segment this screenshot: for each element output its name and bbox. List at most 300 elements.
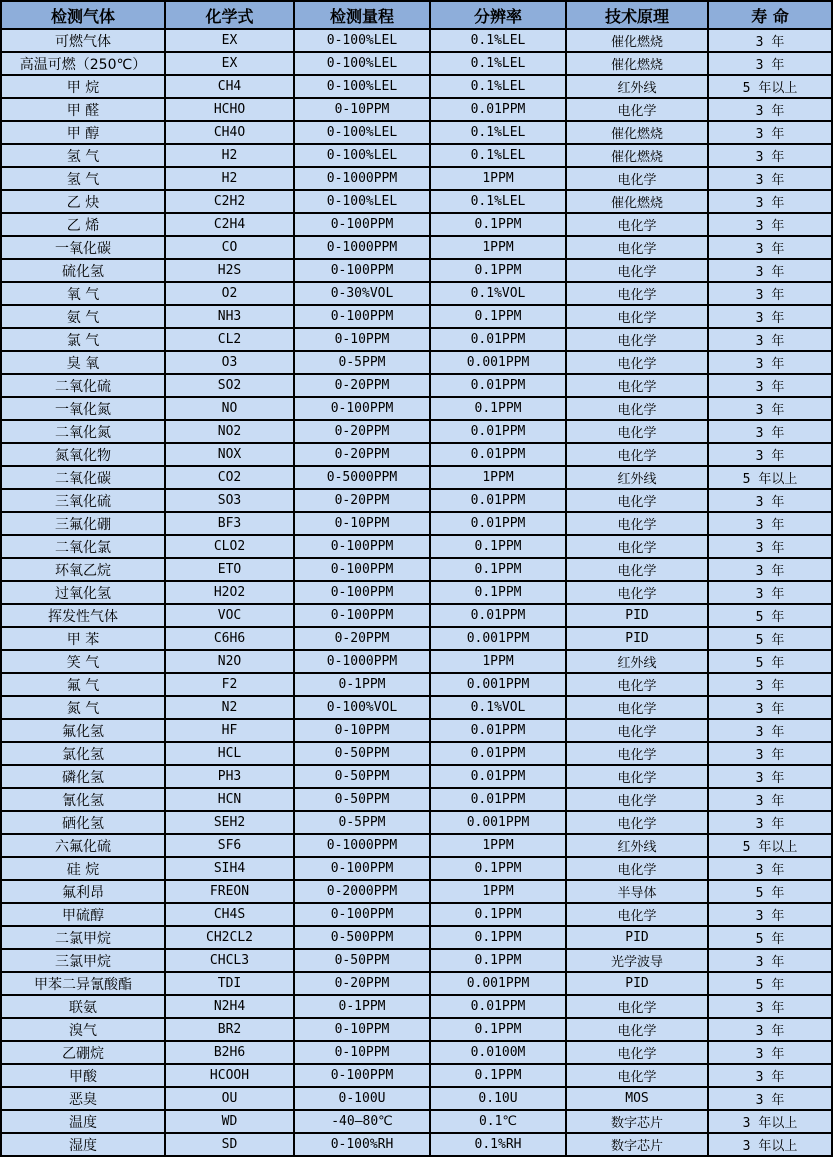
cell-gas-name: 氨 气 bbox=[1, 305, 165, 328]
cell-range: 0-50PPM bbox=[294, 742, 430, 765]
cell-lifespan: 3 年 bbox=[708, 443, 832, 466]
cell-formula: HCOOH bbox=[165, 1064, 294, 1087]
cell-principle: 电化学 bbox=[566, 305, 708, 328]
cell-resolution: 0.1PPM bbox=[430, 903, 566, 926]
cell-principle: 电化学 bbox=[566, 512, 708, 535]
cell-principle: 数字芯片 bbox=[566, 1133, 708, 1156]
cell-range: 0-5000PPM bbox=[294, 466, 430, 489]
cell-principle: 电化学 bbox=[566, 1064, 708, 1087]
cell-lifespan: 3 年 bbox=[708, 397, 832, 420]
cell-lifespan: 3 年 bbox=[708, 558, 832, 581]
cell-lifespan: 3 年 bbox=[708, 29, 832, 52]
cell-formula: NOX bbox=[165, 443, 294, 466]
cell-range: 0-100%LEL bbox=[294, 52, 430, 75]
cell-formula: H2O2 bbox=[165, 581, 294, 604]
cell-lifespan: 3 年 bbox=[708, 765, 832, 788]
table-row bbox=[1, 75, 832, 98]
cell-resolution: 0.001PPM bbox=[430, 673, 566, 696]
cell-range: 0-5PPM bbox=[294, 351, 430, 374]
cell-gas-name: 硒化氢 bbox=[1, 811, 165, 834]
cell-lifespan: 3 年 bbox=[708, 673, 832, 696]
cell-resolution: 0.01PPM bbox=[430, 443, 566, 466]
cell-resolution: 1PPM bbox=[430, 650, 566, 673]
cell-resolution: 0.1%LEL bbox=[430, 121, 566, 144]
cell-formula: H2S bbox=[165, 259, 294, 282]
cell-formula: CH4O bbox=[165, 121, 294, 144]
cell-resolution: 0.01PPM bbox=[430, 512, 566, 535]
cell-gas-name: 氰化氢 bbox=[1, 788, 165, 811]
table-row bbox=[1, 443, 832, 466]
table-row bbox=[1, 328, 832, 351]
cell-range: 0-100U bbox=[294, 1087, 430, 1110]
cell-range: 0-100PPM bbox=[294, 535, 430, 558]
cell-resolution: 0.1%LEL bbox=[430, 29, 566, 52]
cell-principle: 电化学 bbox=[566, 788, 708, 811]
cell-gas-name: 三氯甲烷 bbox=[1, 949, 165, 972]
table-row bbox=[1, 788, 832, 811]
cell-principle: 红外线 bbox=[566, 466, 708, 489]
cell-resolution: 0.1PPM bbox=[430, 581, 566, 604]
cell-lifespan: 3 年 bbox=[708, 1041, 832, 1064]
cell-gas-name: 甲酸 bbox=[1, 1064, 165, 1087]
cell-range: 0-10PPM bbox=[294, 1018, 430, 1041]
cell-range: 0-20PPM bbox=[294, 443, 430, 466]
cell-formula: CH4S bbox=[165, 903, 294, 926]
table-row bbox=[1, 282, 832, 305]
cell-resolution: 0.1PPM bbox=[430, 535, 566, 558]
table-row bbox=[1, 420, 832, 443]
cell-range: 0-20PPM bbox=[294, 972, 430, 995]
cell-resolution: 0.01PPM bbox=[430, 489, 566, 512]
cell-lifespan: 3 年 bbox=[708, 328, 832, 351]
cell-formula: CHCL3 bbox=[165, 949, 294, 972]
cell-resolution: 0.1%VOL bbox=[430, 696, 566, 719]
cell-resolution: 1PPM bbox=[430, 880, 566, 903]
cell-formula: EX bbox=[165, 29, 294, 52]
cell-lifespan: 3 年 bbox=[708, 742, 832, 765]
table-row bbox=[1, 604, 832, 627]
cell-lifespan: 3 年 bbox=[708, 857, 832, 880]
cell-gas-name: 溴气 bbox=[1, 1018, 165, 1041]
cell-resolution: 0.001PPM bbox=[430, 972, 566, 995]
cell-range: 0-100PPM bbox=[294, 305, 430, 328]
cell-resolution: 0.1PPM bbox=[430, 305, 566, 328]
cell-resolution: 0.1PPM bbox=[430, 397, 566, 420]
cell-formula: O3 bbox=[165, 351, 294, 374]
cell-resolution: 0.1%LEL bbox=[430, 75, 566, 98]
cell-principle: 电化学 bbox=[566, 558, 708, 581]
column-header-principle: 技术原理 bbox=[566, 1, 708, 29]
cell-lifespan: 3 年 bbox=[708, 121, 832, 144]
cell-lifespan: 5 年 bbox=[708, 604, 832, 627]
table-row bbox=[1, 581, 832, 604]
cell-formula: C6H6 bbox=[165, 627, 294, 650]
cell-range: 0-100%LEL bbox=[294, 190, 430, 213]
table-row bbox=[1, 1087, 832, 1110]
cell-range: 0-100PPM bbox=[294, 604, 430, 627]
cell-lifespan: 3 年 bbox=[708, 1087, 832, 1110]
cell-range: 0-1PPM bbox=[294, 673, 430, 696]
cell-range: 0-1000PPM bbox=[294, 650, 430, 673]
cell-range: 0-100%RH bbox=[294, 1133, 430, 1156]
cell-principle: 电化学 bbox=[566, 719, 708, 742]
cell-resolution: 0.01PPM bbox=[430, 995, 566, 1018]
cell-range: 0-100PPM bbox=[294, 857, 430, 880]
cell-principle: 电化学 bbox=[566, 420, 708, 443]
cell-gas-name: 氢 气 bbox=[1, 167, 165, 190]
table-row bbox=[1, 52, 832, 75]
cell-formula: NO2 bbox=[165, 420, 294, 443]
cell-formula: HCHO bbox=[165, 98, 294, 121]
cell-range: 0-100PPM bbox=[294, 397, 430, 420]
cell-principle: PID bbox=[566, 627, 708, 650]
cell-resolution: 0.01PPM bbox=[430, 742, 566, 765]
column-header-range: 检测量程 bbox=[294, 1, 430, 29]
cell-resolution: 1PPM bbox=[430, 167, 566, 190]
cell-principle: 催化燃烧 bbox=[566, 52, 708, 75]
cell-lifespan: 3 年 bbox=[708, 52, 832, 75]
table-row bbox=[1, 29, 832, 52]
cell-principle: 催化燃烧 bbox=[566, 121, 708, 144]
cell-lifespan: 3 年 bbox=[708, 1064, 832, 1087]
cell-resolution: 0.0100M bbox=[430, 1041, 566, 1064]
cell-resolution: 0.1PPM bbox=[430, 1018, 566, 1041]
cell-principle: 半导体 bbox=[566, 880, 708, 903]
table-row bbox=[1, 834, 832, 857]
table-row bbox=[1, 351, 832, 374]
cell-gas-name: 氯 气 bbox=[1, 328, 165, 351]
cell-principle: 电化学 bbox=[566, 167, 708, 190]
table-row bbox=[1, 1133, 832, 1156]
cell-lifespan: 3 年 bbox=[708, 190, 832, 213]
table-row bbox=[1, 305, 832, 328]
cell-range: 0-10PPM bbox=[294, 98, 430, 121]
cell-range: 0-100PPM bbox=[294, 1064, 430, 1087]
table-row bbox=[1, 742, 832, 765]
cell-range: 0-20PPM bbox=[294, 627, 430, 650]
cell-lifespan: 5 年以上 bbox=[708, 834, 832, 857]
cell-resolution: 0.1PPM bbox=[430, 558, 566, 581]
cell-gas-name: 可燃气体 bbox=[1, 29, 165, 52]
cell-gas-name: 恶臭 bbox=[1, 1087, 165, 1110]
cell-range: 0-5PPM bbox=[294, 811, 430, 834]
cell-principle: 电化学 bbox=[566, 236, 708, 259]
cell-resolution: 0.1PPM bbox=[430, 259, 566, 282]
cell-principle: 数字芯片 bbox=[566, 1110, 708, 1133]
table-row bbox=[1, 466, 832, 489]
cell-formula: OU bbox=[165, 1087, 294, 1110]
cell-range: 0-100PPM bbox=[294, 259, 430, 282]
cell-lifespan: 5 年 bbox=[708, 926, 832, 949]
cell-lifespan: 3 年 bbox=[708, 259, 832, 282]
cell-range: 0-10PPM bbox=[294, 1041, 430, 1064]
cell-lifespan: 3 年 bbox=[708, 420, 832, 443]
cell-formula: CLO2 bbox=[165, 535, 294, 558]
cell-gas-name: 温度 bbox=[1, 1110, 165, 1133]
cell-gas-name: 环氧乙烷 bbox=[1, 558, 165, 581]
cell-formula: SD bbox=[165, 1133, 294, 1156]
table-row bbox=[1, 696, 832, 719]
table-row bbox=[1, 972, 832, 995]
cell-formula: ETO bbox=[165, 558, 294, 581]
table-row bbox=[1, 1041, 832, 1064]
cell-principle: 电化学 bbox=[566, 282, 708, 305]
table-row bbox=[1, 903, 832, 926]
cell-gas-name: 甲 醇 bbox=[1, 121, 165, 144]
cell-lifespan: 3 年 bbox=[708, 535, 832, 558]
table-row bbox=[1, 673, 832, 696]
cell-principle: 红外线 bbox=[566, 834, 708, 857]
cell-lifespan: 3 年 bbox=[708, 213, 832, 236]
cell-resolution: 0.01PPM bbox=[430, 788, 566, 811]
cell-resolution: 0.01PPM bbox=[430, 420, 566, 443]
cell-range: 0-10PPM bbox=[294, 328, 430, 351]
cell-lifespan: 3 年 bbox=[708, 581, 832, 604]
cell-gas-name: 氧 气 bbox=[1, 282, 165, 305]
table-row bbox=[1, 811, 832, 834]
cell-gas-name: 氟化氢 bbox=[1, 719, 165, 742]
cell-range: 0-10PPM bbox=[294, 512, 430, 535]
cell-lifespan: 3 年以上 bbox=[708, 1133, 832, 1156]
cell-gas-name: 臭 氧 bbox=[1, 351, 165, 374]
cell-lifespan: 5 年 bbox=[708, 880, 832, 903]
cell-formula: N2O bbox=[165, 650, 294, 673]
table-row bbox=[1, 1064, 832, 1087]
cell-resolution: 0.1PPM bbox=[430, 926, 566, 949]
table-row bbox=[1, 857, 832, 880]
cell-lifespan: 3 年 bbox=[708, 811, 832, 834]
cell-formula: CH4 bbox=[165, 75, 294, 98]
cell-range: 0-100%VOL bbox=[294, 696, 430, 719]
cell-gas-name: 硅 烷 bbox=[1, 857, 165, 880]
cell-formula: N2H4 bbox=[165, 995, 294, 1018]
table-row bbox=[1, 236, 832, 259]
cell-gas-name: 六氟化硫 bbox=[1, 834, 165, 857]
table-row bbox=[1, 98, 832, 121]
cell-formula: H2 bbox=[165, 167, 294, 190]
cell-principle: 电化学 bbox=[566, 213, 708, 236]
table-row bbox=[1, 121, 832, 144]
cell-lifespan: 3 年 bbox=[708, 144, 832, 167]
cell-lifespan: 5 年 bbox=[708, 650, 832, 673]
cell-formula: EX bbox=[165, 52, 294, 75]
cell-range: 0-100%LEL bbox=[294, 29, 430, 52]
cell-resolution: 0.01PPM bbox=[430, 98, 566, 121]
cell-principle: 电化学 bbox=[566, 995, 708, 1018]
cell-range: 0-20PPM bbox=[294, 489, 430, 512]
cell-formula: HCL bbox=[165, 742, 294, 765]
cell-lifespan: 5 年以上 bbox=[708, 466, 832, 489]
cell-resolution: 0.001PPM bbox=[430, 811, 566, 834]
cell-gas-name: 乙 炔 bbox=[1, 190, 165, 213]
cell-principle: 电化学 bbox=[566, 696, 708, 719]
cell-gas-name: 甲 烷 bbox=[1, 75, 165, 98]
header-row bbox=[1, 1, 832, 29]
cell-range: 0-100PPM bbox=[294, 213, 430, 236]
cell-formula: N2 bbox=[165, 696, 294, 719]
cell-range: 0-100PPM bbox=[294, 558, 430, 581]
cell-principle: 电化学 bbox=[566, 811, 708, 834]
cell-resolution: 0.01PPM bbox=[430, 719, 566, 742]
cell-resolution: 0.001PPM bbox=[430, 627, 566, 650]
cell-formula: PH3 bbox=[165, 765, 294, 788]
table-row bbox=[1, 535, 832, 558]
cell-lifespan: 5 年 bbox=[708, 627, 832, 650]
cell-lifespan: 3 年 bbox=[708, 236, 832, 259]
table-row bbox=[1, 949, 832, 972]
cell-formula: CH2CL2 bbox=[165, 926, 294, 949]
cell-range: 0-100PPM bbox=[294, 581, 430, 604]
cell-resolution: 0.1%LEL bbox=[430, 52, 566, 75]
cell-gas-name: 氮氧化物 bbox=[1, 443, 165, 466]
cell-range: 0-50PPM bbox=[294, 765, 430, 788]
cell-formula: H2 bbox=[165, 144, 294, 167]
cell-resolution: 1PPM bbox=[430, 834, 566, 857]
cell-lifespan: 5 年以上 bbox=[708, 75, 832, 98]
cell-range: 0-30%VOL bbox=[294, 282, 430, 305]
cell-resolution: 0.001PPM bbox=[430, 351, 566, 374]
cell-formula: CO bbox=[165, 236, 294, 259]
cell-formula: CL2 bbox=[165, 328, 294, 351]
cell-gas-name: 过氧化氢 bbox=[1, 581, 165, 604]
cell-lifespan: 3 年 bbox=[708, 719, 832, 742]
cell-range: 0-1PPM bbox=[294, 995, 430, 1018]
cell-principle: 电化学 bbox=[566, 581, 708, 604]
cell-gas-name: 一氧化氮 bbox=[1, 397, 165, 420]
cell-principle: 电化学 bbox=[566, 351, 708, 374]
cell-formula: NH3 bbox=[165, 305, 294, 328]
cell-formula: TDI bbox=[165, 972, 294, 995]
cell-gas-name: 乙硼烷 bbox=[1, 1041, 165, 1064]
table-row bbox=[1, 259, 832, 282]
cell-gas-name: 一氧化碳 bbox=[1, 236, 165, 259]
table-row bbox=[1, 489, 832, 512]
cell-formula: HCN bbox=[165, 788, 294, 811]
cell-range: 0-100%LEL bbox=[294, 121, 430, 144]
cell-principle: 催化燃烧 bbox=[566, 190, 708, 213]
cell-range: 0-1000PPM bbox=[294, 167, 430, 190]
table-row bbox=[1, 719, 832, 742]
cell-formula: C2H2 bbox=[165, 190, 294, 213]
cell-principle: PID bbox=[566, 926, 708, 949]
table-row bbox=[1, 512, 832, 535]
cell-principle: 电化学 bbox=[566, 259, 708, 282]
cell-principle: 电化学 bbox=[566, 673, 708, 696]
cell-resolution: 0.1%RH bbox=[430, 1133, 566, 1156]
cell-lifespan: 3 年 bbox=[708, 98, 832, 121]
cell-formula: SEH2 bbox=[165, 811, 294, 834]
cell-principle: 电化学 bbox=[566, 443, 708, 466]
cell-lifespan: 3 年 bbox=[708, 696, 832, 719]
cell-formula: SO3 bbox=[165, 489, 294, 512]
cell-gas-name: 硫化氢 bbox=[1, 259, 165, 282]
table-row bbox=[1, 926, 832, 949]
table-row bbox=[1, 765, 832, 788]
cell-range: 0-20PPM bbox=[294, 420, 430, 443]
cell-principle: 电化学 bbox=[566, 397, 708, 420]
cell-resolution: 0.01PPM bbox=[430, 328, 566, 351]
gas-table-body bbox=[1, 29, 832, 1156]
cell-principle: 电化学 bbox=[566, 1018, 708, 1041]
cell-range: 0-1000PPM bbox=[294, 236, 430, 259]
cell-gas-name: 甲苯二异氰酸酯 bbox=[1, 972, 165, 995]
cell-formula: BR2 bbox=[165, 1018, 294, 1041]
cell-gas-name: 湿度 bbox=[1, 1133, 165, 1156]
cell-gas-name: 甲硫醇 bbox=[1, 903, 165, 926]
table-row bbox=[1, 397, 832, 420]
cell-principle: 电化学 bbox=[566, 742, 708, 765]
cell-principle: 电化学 bbox=[566, 857, 708, 880]
cell-principle: PID bbox=[566, 972, 708, 995]
cell-gas-name: 甲 醛 bbox=[1, 98, 165, 121]
cell-range: 0-500PPM bbox=[294, 926, 430, 949]
table-row bbox=[1, 627, 832, 650]
cell-gas-name: 二氧化硫 bbox=[1, 374, 165, 397]
cell-lifespan: 3 年 bbox=[708, 903, 832, 926]
cell-lifespan: 3 年 bbox=[708, 167, 832, 190]
cell-gas-name: 高温可燃（250℃） bbox=[1, 52, 165, 75]
cell-lifespan: 3 年 bbox=[708, 995, 832, 1018]
cell-gas-name: 二氯甲烷 bbox=[1, 926, 165, 949]
cell-range: 0-100%LEL bbox=[294, 144, 430, 167]
cell-gas-name: 氟利昂 bbox=[1, 880, 165, 903]
cell-resolution: 0.1%VOL bbox=[430, 282, 566, 305]
cell-lifespan: 5 年 bbox=[708, 972, 832, 995]
cell-principle: 电化学 bbox=[566, 328, 708, 351]
cell-range: 0-50PPM bbox=[294, 949, 430, 972]
cell-principle: 红外线 bbox=[566, 75, 708, 98]
cell-formula: NO bbox=[165, 397, 294, 420]
cell-formula: SO2 bbox=[165, 374, 294, 397]
cell-gas-name: 二氧化碳 bbox=[1, 466, 165, 489]
cell-lifespan: 3 年 bbox=[708, 949, 832, 972]
cell-range: 0-100PPM bbox=[294, 903, 430, 926]
cell-gas-name: 磷化氢 bbox=[1, 765, 165, 788]
cell-principle: 电化学 bbox=[566, 489, 708, 512]
cell-gas-name: 甲 苯 bbox=[1, 627, 165, 650]
cell-gas-name: 二氧化氮 bbox=[1, 420, 165, 443]
table-row bbox=[1, 650, 832, 673]
cell-principle: 催化燃烧 bbox=[566, 144, 708, 167]
cell-resolution: 1PPM bbox=[430, 466, 566, 489]
cell-principle: MOS bbox=[566, 1087, 708, 1110]
cell-gas-name: 联氨 bbox=[1, 995, 165, 1018]
table-row bbox=[1, 995, 832, 1018]
cell-range: 0-100%LEL bbox=[294, 75, 430, 98]
cell-principle: PID bbox=[566, 604, 708, 627]
cell-principle: 光学波导 bbox=[566, 949, 708, 972]
cell-gas-name: 笑 气 bbox=[1, 650, 165, 673]
cell-principle: 电化学 bbox=[566, 98, 708, 121]
cell-formula: CO2 bbox=[165, 466, 294, 489]
cell-lifespan: 3 年 bbox=[708, 374, 832, 397]
cell-principle: 电化学 bbox=[566, 535, 708, 558]
cell-resolution: 0.1PPM bbox=[430, 949, 566, 972]
table-row bbox=[1, 190, 832, 213]
cell-resolution: 0.01PPM bbox=[430, 374, 566, 397]
cell-lifespan: 3 年 bbox=[708, 305, 832, 328]
table-row bbox=[1, 558, 832, 581]
cell-formula: VOC bbox=[165, 604, 294, 627]
cell-lifespan: 3 年 bbox=[708, 282, 832, 305]
cell-principle: 电化学 bbox=[566, 1041, 708, 1064]
cell-formula: B2H6 bbox=[165, 1041, 294, 1064]
cell-lifespan: 3 年 bbox=[708, 788, 832, 811]
cell-gas-name: 氯化氢 bbox=[1, 742, 165, 765]
cell-lifespan: 3 年以上 bbox=[708, 1110, 832, 1133]
cell-principle: 电化学 bbox=[566, 903, 708, 926]
table-row bbox=[1, 374, 832, 397]
